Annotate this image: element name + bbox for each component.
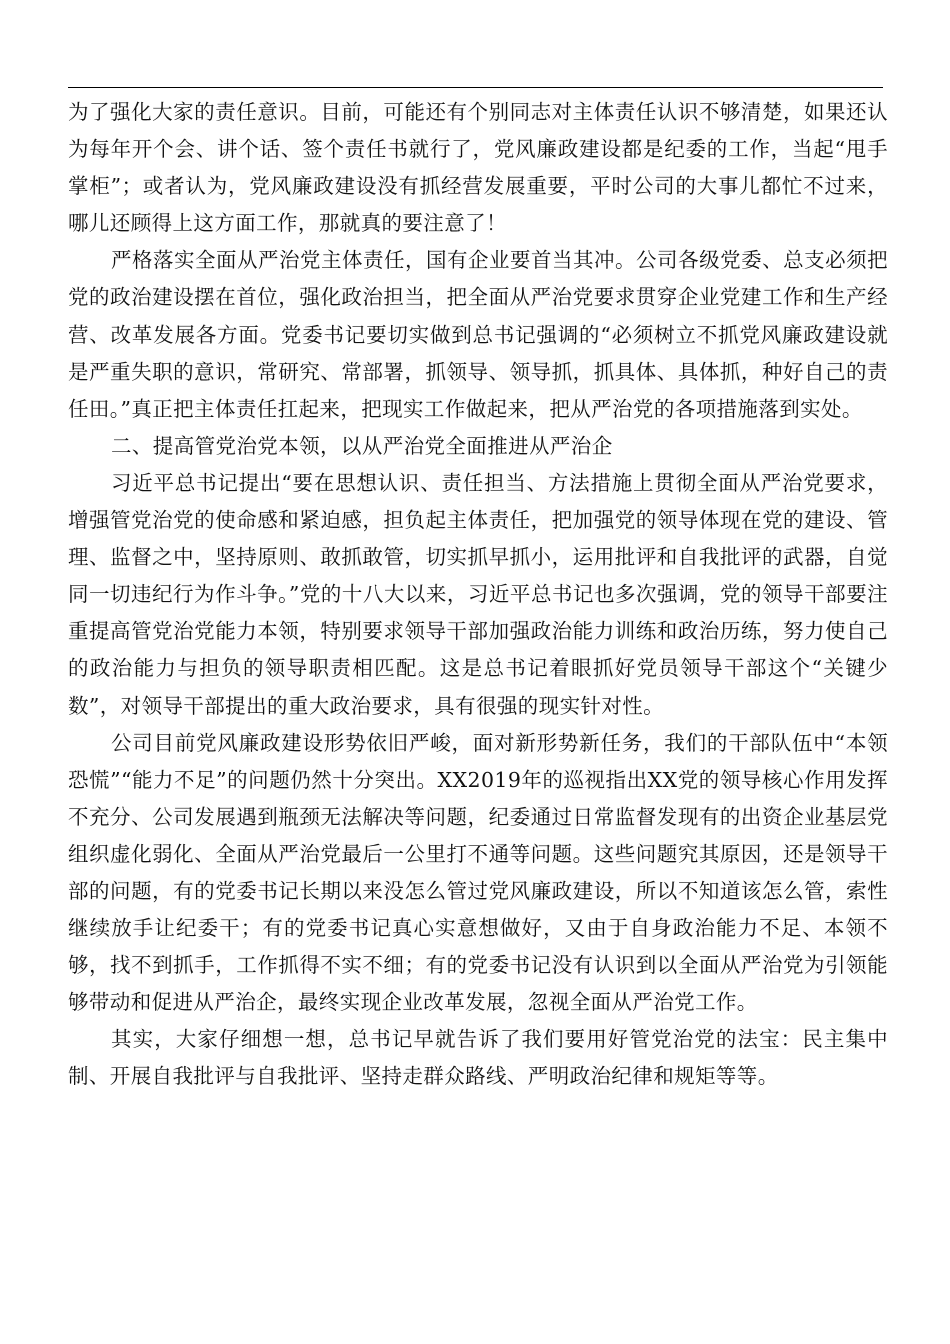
paragraph-1: 为了强化大家的责任意识。目前，可能还有个别同志对主体责任认识不够清楚，如果还认为每年开个会、讲个话、签个责任书就行了，党风廉政建设都是纪委的工作，当起“甩手掌柜”；或者认为，党风廉政建设没有抓经营发展重要，平时公司的大事儿都忙不过来，哪儿还顾得上这方面工作，那就真的要注意了！ [68,100,888,236]
paragraph-3: 习近平总书记提出“要在思想认识、责任担当、方法措施上贯彻全面从严治党要求，增强管党治党的使命感和紧迫感，担负起主体责任，把加强党的领导体现在党的建设、管理、监督之中，坚持原则、敢抓敢管，切实抓早抓小，运用批评和自我批评的武器，自觉同一切违纪行为作斗争。”党的十八大以来，习近平总书记也多次强调，党的领导干部要注重提高管党治党能力本领，特别要求领导干部加强政治能力训练和政治历练，努力使自己的政治能力与担负的领导职责相匹配。这是总书记着眼抓好党员领导干部这个“关键少数”，对领导干部提出的重大政治要求，具有很强的现实针对性。 [68,470,888,718]
paragraph-5: 其实，大家仔细想一想，总书记早就告诉了我们要用好管党治党的法宝：民主集中制、开展自我批评与自我批评、坚持走群众路线、严明政治纪律和规矩等等。 [68,1027,888,1089]
header-rule [68,87,883,88]
section-heading: 二、提高管党治党本领，以从严治党全面推进从严治企 [111,433,613,458]
paragraph-2: 严格落实全面从严治党主体责任，国有企业要首当其冲。公司各级党委、总支必须把党的政治建设摆在首位，强化政治担当，把全面从严治党要求贯穿企业党建工作和生产经营、改革发展各方面。党委书记要切实做到总书记强调的“必须树立不抓党风廉政建设就是严重失职的意识，常研究、常部署，抓领导、领导抓，抓具体、具体抓，种好自己的责任田。”真正把主体责任扛起来，把现实工作做起来，把从严治党的各项措施落到实处。 [68,248,888,421]
paragraph-4: 公司目前党风廉政建设形势依旧严峻，面对新形势新任务，我们的干部队伍中“本领恐慌”“能力不足”的问题仍然十分突出。XX2019年的巡视指出XX党的领导核心作用发挥不充分、公司发展遇到瓶颈无法解决等问题，纪委通过日常监督发现有的出资企业基层党组织虚化弱化、全面从严治党最后一公里打不通等问题。这些问题究其原因，还是领导干部的问题，有的党委书记长期以来没怎么管过党风廉政建设，所以不知道该怎么管，索性继续放手让纪委干；有的党委书记真心实意想做好，又由于自身政治能力不足、本领不够，找不到抓手，工作抓得不实不细；有的党委书记没有认识到以全面从严治党为引领能够带动和促进从严治企，最终实现企业改革发展，忽视全面从严治党工作。 [68,730,888,1015]
document-body [68,94,888,1096]
